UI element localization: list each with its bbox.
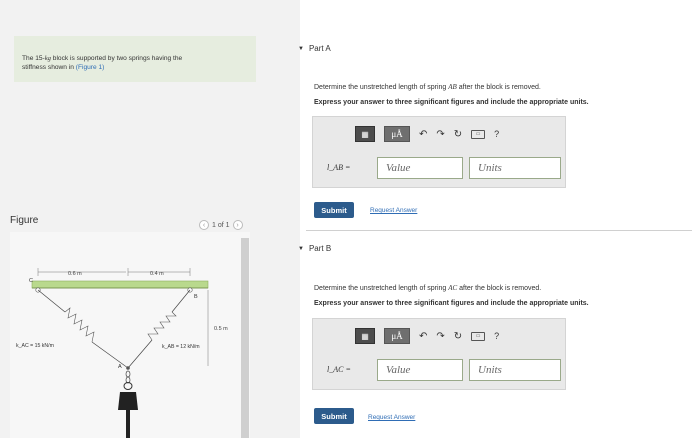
- spring-ac: [65, 308, 94, 342]
- units-placeholder: Units: [478, 364, 502, 376]
- units-mu-button[interactable]: μÅ: [384, 328, 410, 344]
- part-a-answer-panel: [312, 116, 566, 188]
- left-panel: [0, 0, 300, 438]
- part-b-toolbar: [355, 327, 499, 345]
- chevron-left-icon[interactable]: ‹: [199, 220, 209, 230]
- k-ab-label: k_AB = 12 kN/m: [162, 344, 200, 350]
- dim-0.4: 0.4 m: [150, 271, 164, 277]
- part-a-instruction: Express your answer to three significant figures and include the appropriate units.: [314, 99, 589, 106]
- help-icon[interactable]: ?: [494, 331, 500, 341]
- part-b-answer-panel: [312, 318, 566, 390]
- part-b-title: Part B: [308, 244, 332, 253]
- template-icon[interactable]: ▦: [355, 126, 375, 142]
- spring-diagram: [10, 232, 250, 438]
- part-b-units-input[interactable]: [469, 359, 561, 381]
- part-a-toolbar: [355, 125, 499, 143]
- keyboard-icon[interactable]: ▭: [471, 130, 485, 139]
- reset-icon[interactable]: ↻: [453, 128, 463, 140]
- help-icon[interactable]: ?: [494, 129, 500, 139]
- figure-heading: Figure: [10, 215, 39, 226]
- part-a-value-input[interactable]: [377, 157, 463, 179]
- part-a-title: Part A: [308, 44, 331, 53]
- part-b-submit-button[interactable]: Submit: [314, 408, 354, 424]
- units-mu-button[interactable]: μÅ: [384, 126, 410, 142]
- pager-text: 1 of 1: [212, 221, 230, 229]
- block-15kg: [118, 392, 138, 410]
- part-a-var-label: l_AB =: [327, 163, 351, 172]
- redo-icon[interactable]: ↷: [436, 128, 445, 140]
- mass-unit: kg: [44, 55, 51, 62]
- problem-text: The 15-kg block is supported by two springs having the stiffness shown in (Figure 1): [22, 55, 183, 71]
- collapse-triangle-icon[interactable]: ▼: [298, 45, 304, 52]
- units-placeholder: Units: [478, 162, 502, 174]
- figure-image: [10, 232, 250, 438]
- reset-icon[interactable]: ↻: [453, 330, 463, 342]
- label-c: C: [29, 278, 33, 284]
- redo-icon[interactable]: ↷: [436, 330, 445, 342]
- value-placeholder: Value: [386, 162, 411, 174]
- part-b-value-input[interactable]: [377, 359, 463, 381]
- k-ac-label: k_AC = 15 kN/m: [16, 343, 54, 349]
- figure-link[interactable]: (Figure 1): [75, 64, 105, 71]
- part-b-request-answer-link[interactable]: Request Answer: [368, 414, 416, 421]
- part-a-units-input[interactable]: [469, 157, 561, 179]
- spring-ab: [148, 312, 176, 340]
- dim-0.6: 0.6 m: [68, 271, 82, 277]
- part-b-var-label: l_AC =: [327, 365, 351, 374]
- ceiling-support: [32, 281, 208, 288]
- chevron-right-icon[interactable]: ›: [233, 220, 243, 230]
- part-divider: [306, 230, 692, 231]
- part-a-header[interactable]: [298, 44, 331, 53]
- dim-0.5: 0.5 m: [214, 326, 228, 332]
- question-panel: [292, 36, 700, 438]
- template-icon[interactable]: ▦: [355, 328, 375, 344]
- figure-pager: [199, 220, 243, 230]
- problem-statement: [14, 36, 256, 82]
- part-a-question: Determine the unstretched length of spring AB after the block is removed.: [314, 83, 541, 91]
- value-placeholder: Value: [386, 364, 411, 376]
- label-a: A: [118, 364, 122, 370]
- keyboard-icon[interactable]: ▭: [471, 332, 485, 341]
- part-a-submit-button[interactable]: Submit: [314, 202, 354, 218]
- label-b: B: [194, 294, 198, 300]
- undo-icon[interactable]: ↶: [419, 128, 428, 140]
- part-b-header[interactable]: [298, 244, 331, 253]
- part-b-instruction: Express your answer to three significant figures and include the appropriate units.: [314, 300, 589, 307]
- undo-icon[interactable]: ↶: [419, 330, 428, 342]
- part-a-request-answer-link[interactable]: Request Answer: [370, 207, 418, 214]
- part-b-question: Determine the unstretched length of spring AC after the block is removed.: [314, 284, 542, 292]
- collapse-triangle-icon[interactable]: ▼: [298, 245, 304, 252]
- figure-scroll-track[interactable]: [241, 238, 249, 438]
